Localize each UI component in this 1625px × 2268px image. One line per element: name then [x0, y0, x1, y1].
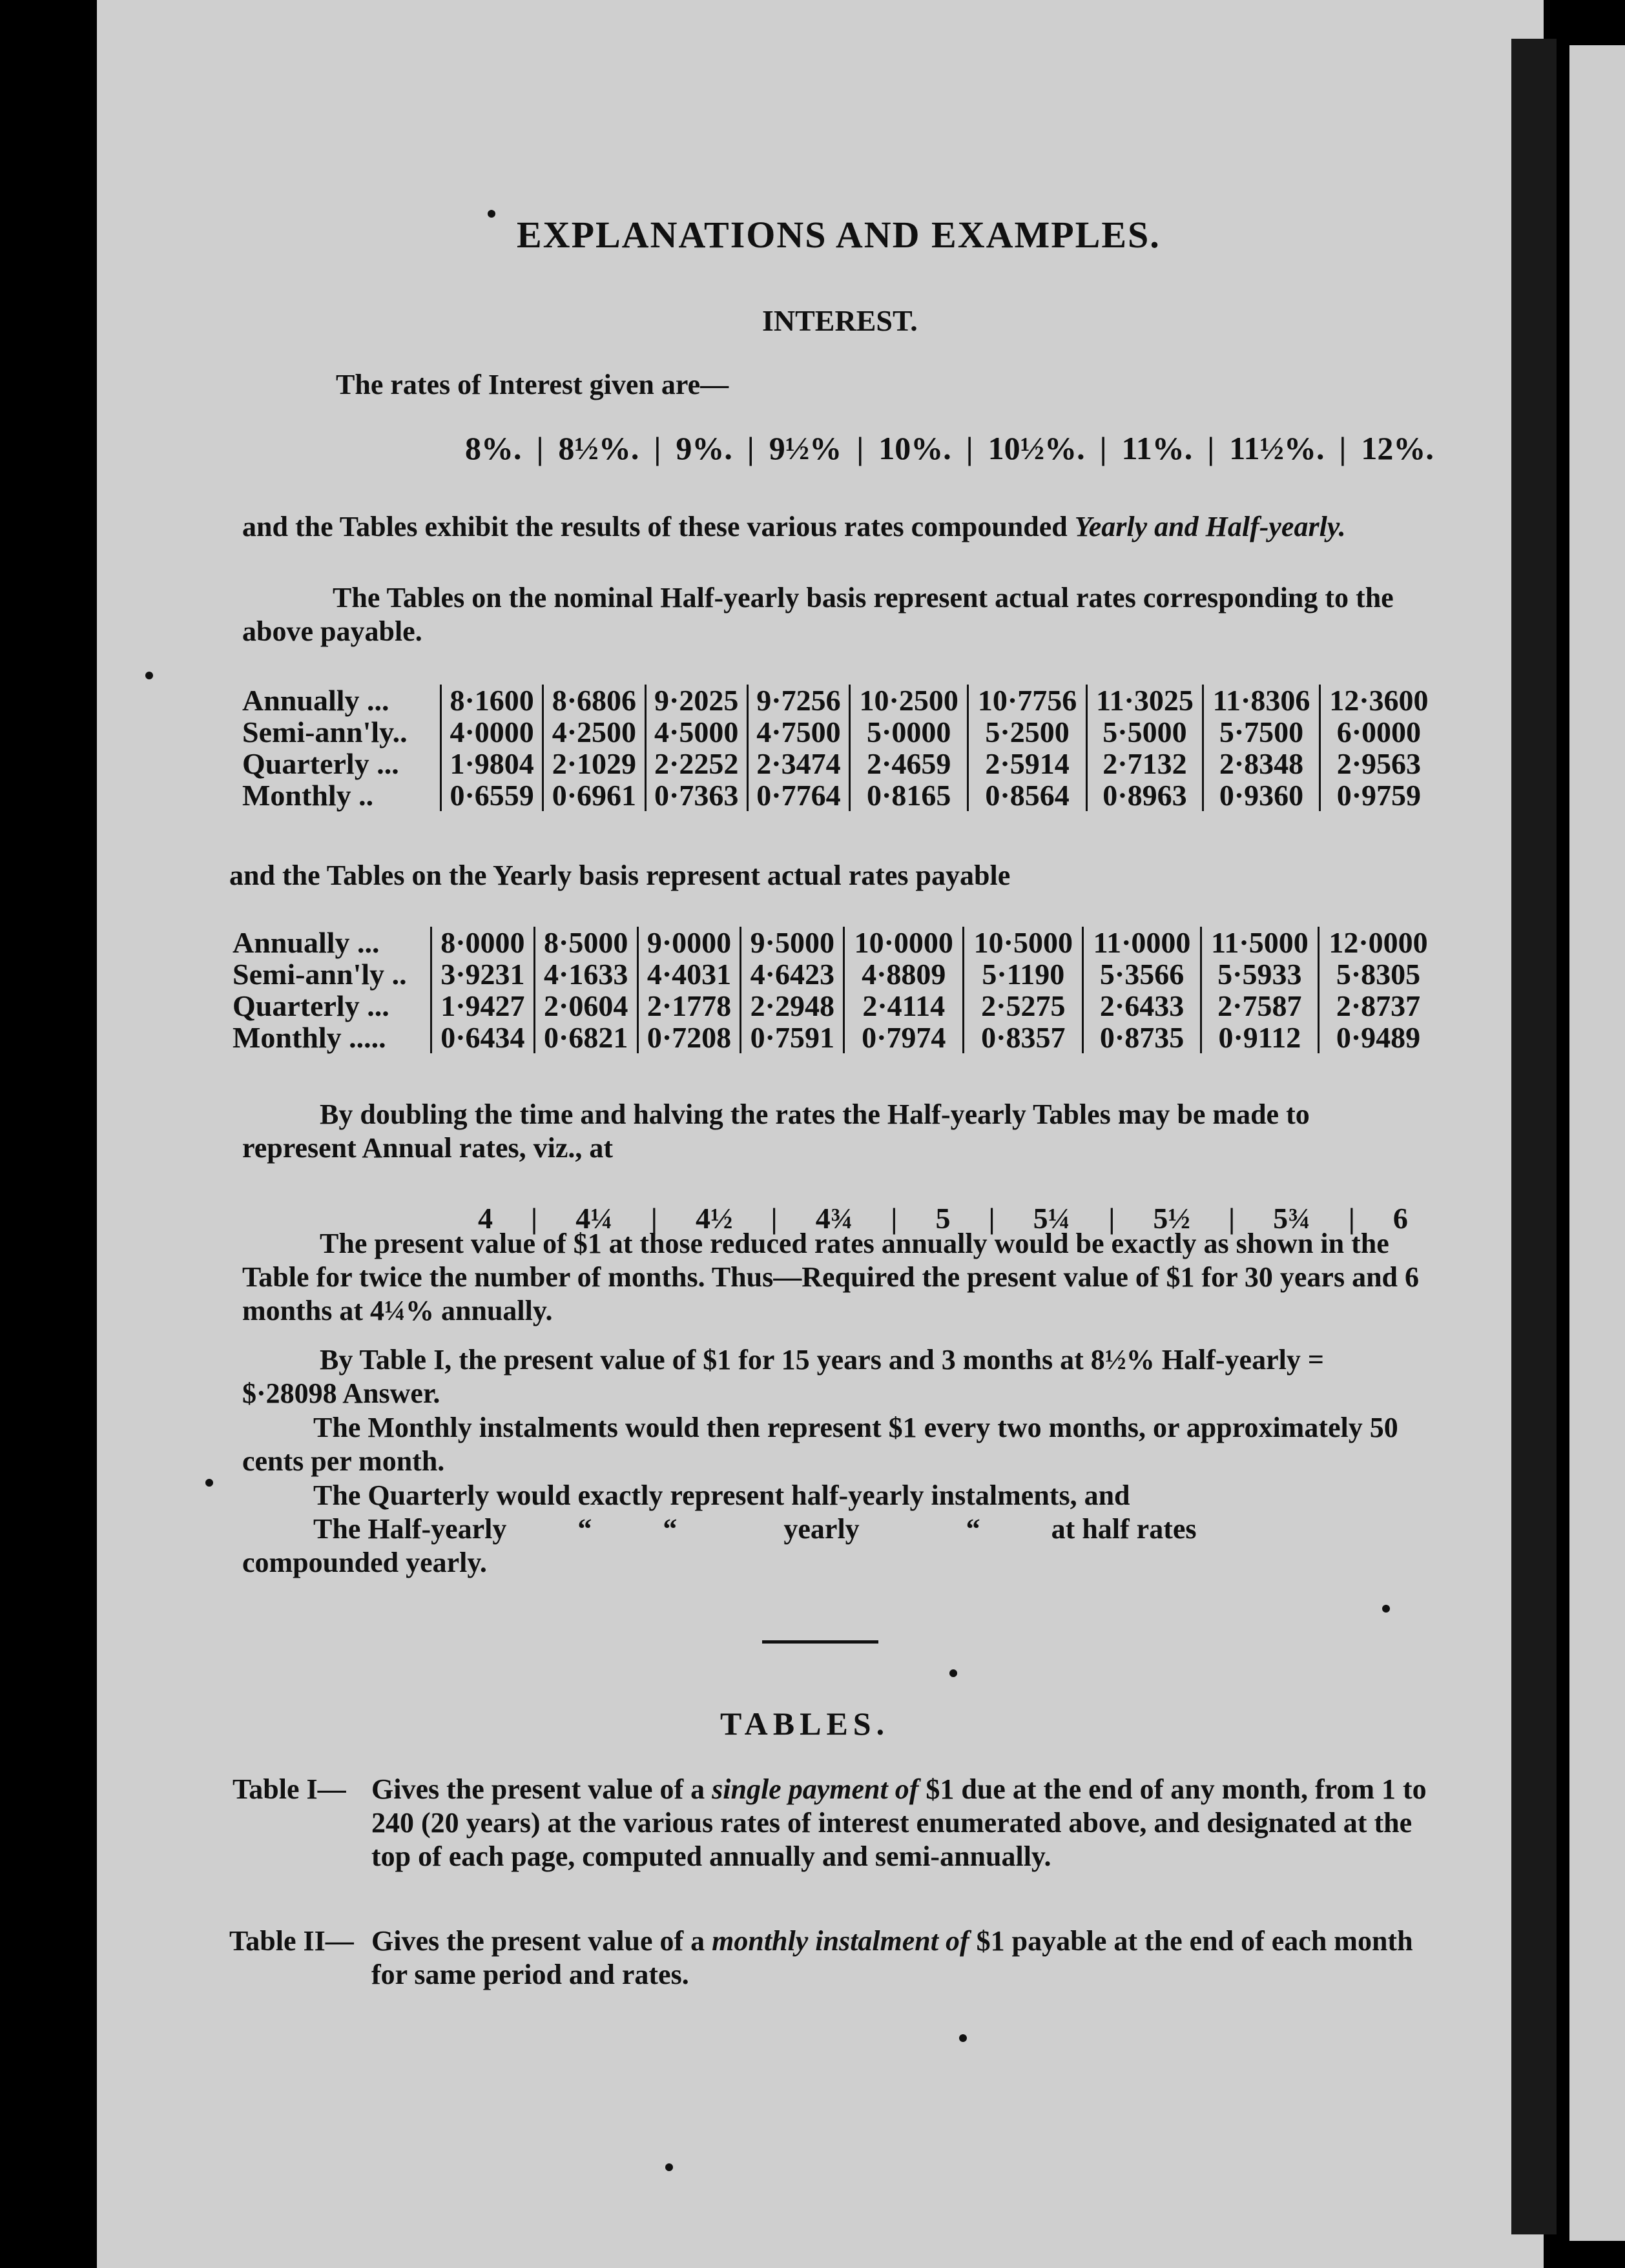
table-cell: 0·6434	[431, 1022, 535, 1053]
table-row	[233, 927, 1437, 958]
paragraph-yearly-basis: and the Tables on the Yearly basis represent actual rates payable	[229, 860, 1011, 891]
table-cell: 0·8963	[1086, 779, 1203, 811]
table-cell: 2·4659	[850, 748, 968, 779]
half-rate-separator: |	[891, 1202, 898, 1235]
half-rate-separator: |	[1228, 1202, 1236, 1235]
table-cell: 0·6961	[543, 779, 645, 811]
print-speck	[145, 672, 153, 679]
rate-item: 9%.	[676, 430, 732, 466]
rate-item: 11%.	[1121, 430, 1193, 466]
table-cell: 4·7500	[747, 716, 849, 748]
half-rate-item: 5¾	[1273, 1202, 1310, 1235]
table-cell: 5·5000	[1086, 716, 1203, 748]
table-cell: 0·6559	[441, 779, 543, 811]
intro-text: The rates of Interest given are—	[336, 369, 729, 400]
row-label: Semi-ann'ly..	[242, 716, 408, 748]
table-ii-text-pre: Gives the present value of a	[371, 1925, 705, 1957]
table-cell: 2·1029	[543, 748, 645, 779]
table-cell: 9·0000	[637, 927, 741, 958]
rate-separator: |	[856, 430, 864, 466]
half-rate-item: 5½	[1153, 1202, 1190, 1235]
table-cell: 4·0000	[441, 716, 543, 748]
table-i-text-post: $1 due at the end of any month, from 1 to 240 (20 years) at the various rates of interest enumerated above, and designated at the top of each page, computed annually and semi-annually.	[371, 1773, 1427, 1872]
half-rate-item: 4¾	[815, 1202, 853, 1235]
table-cell: 2·7587	[1201, 990, 1318, 1022]
paragraph-monthly: The Monthly instalments would then represent $1 every two months, or approximately 50 cents per month.	[242, 1412, 1398, 1477]
section-heading-tables: TABLES.	[720, 1706, 890, 1742]
table-cell: 2·2252	[645, 748, 747, 779]
page-heading: EXPLANATIONS AND EXAMPLES.	[517, 214, 1161, 256]
rate-item: 8½%.	[558, 430, 639, 466]
table-cell: 0·7208	[637, 1022, 741, 1053]
print-speck	[949, 1669, 957, 1677]
table-cell: 10·7756	[968, 685, 1086, 716]
table-cell: 0·7974	[844, 1022, 964, 1053]
table-cell: 10·2500	[850, 685, 968, 716]
table-cell: 2·1778	[637, 990, 741, 1022]
table-cell: 2·5275	[964, 990, 1083, 1022]
table-cell: 5·2500	[968, 716, 1086, 748]
table-cell: 2·4114	[844, 990, 964, 1022]
rate-item: 10%.	[878, 430, 951, 466]
rates-table-halfyearly	[242, 685, 1437, 811]
rate-separator: |	[654, 430, 661, 466]
table-cell: 5·1190	[964, 958, 1083, 990]
half-rate-separator: |	[1348, 1202, 1355, 1235]
book-spine	[1511, 39, 1557, 2234]
table-row	[242, 748, 1437, 779]
rate-separator: |	[1207, 430, 1215, 466]
rate-item: 8%.	[465, 430, 522, 466]
print-speck	[665, 2163, 673, 2171]
table-cell: 10·0000	[844, 927, 964, 958]
table-cell: 0·9360	[1203, 779, 1320, 811]
table-row	[233, 1022, 1437, 1053]
table-ii-label: Table II—	[229, 1925, 354, 1957]
table-cell: 2·5914	[968, 748, 1086, 779]
section-divider	[762, 1640, 878, 1644]
rate-separator: |	[966, 430, 973, 466]
half-rate-separator: |	[531, 1202, 538, 1235]
row-label: Monthly ..	[242, 779, 374, 812]
half-rate-separator: |	[771, 1202, 778, 1235]
adjacent-page-edge	[1569, 45, 1625, 2241]
table-row	[233, 990, 1437, 1022]
table-cell: 11·3025	[1086, 685, 1203, 716]
table-cell: 11·8306	[1203, 685, 1320, 716]
table-ii-text	[371, 1924, 1431, 1992]
table-cell: 4·4031	[637, 958, 741, 990]
table-cell: 12·3600	[1320, 685, 1437, 716]
table-cell: 2·8737	[1319, 990, 1438, 1022]
half-rate-item: 4¼	[575, 1202, 613, 1235]
row-label: Semi-ann'ly ..	[233, 958, 407, 991]
table-cell: 8·5000	[534, 927, 637, 958]
table-cell: 8·1600	[441, 685, 543, 716]
section-heading-interest: INTEREST.	[762, 304, 918, 337]
paragraph-compounded-yearly: compounded yearly.	[242, 1547, 487, 1578]
row-label: Monthly .....	[233, 1021, 386, 1054]
table-cell: 0·7591	[741, 1022, 844, 1053]
table-cell: 9·2025	[645, 685, 747, 716]
table-cell: 0·9759	[1320, 779, 1437, 811]
rate-item: 12%.	[1361, 430, 1434, 466]
rates-table-yearly	[233, 927, 1437, 1053]
half-rate-separator: |	[1108, 1202, 1115, 1235]
table-cell: 5·5933	[1201, 958, 1318, 990]
table-cell: 9·7256	[747, 685, 849, 716]
half-rate-item: 5¼	[1033, 1202, 1071, 1235]
paragraph-halfyearly-basis: The Tables on the nominal Half-yearly basis represent actual rates corresponding to the above payable.	[242, 582, 1394, 647]
paragraph-doubling: By doubling the time and halving the rates the Half-yearly Tables may be made to represent Annual rates, viz., at	[242, 1098, 1310, 1164]
print-speck	[205, 1479, 213, 1487]
half-rate-separator: |	[988, 1202, 995, 1235]
table-cell: 4·1633	[534, 958, 637, 990]
table-cell: 5·0000	[850, 716, 968, 748]
print-speck	[959, 2034, 967, 2042]
half-rate-item: 4	[478, 1202, 493, 1235]
table-cell: 2·0604	[534, 990, 637, 1022]
half-rate-item: 6	[1392, 1202, 1408, 1235]
table-cell: 5·3566	[1083, 958, 1201, 990]
table-cell: 12·0000	[1319, 927, 1438, 958]
table-cell: 1·9804	[441, 748, 543, 779]
row-label: Quarterly ...	[242, 747, 399, 780]
table-cell: 0·9489	[1319, 1022, 1438, 1053]
table-ii-text-post: $1 payable at the end of each month for same period and rates.	[371, 1925, 1413, 1990]
table-row	[242, 779, 1437, 811]
row-label: Annually ...	[242, 684, 389, 717]
rates-list	[465, 429, 1434, 467]
table-cell: 0·8564	[968, 779, 1086, 811]
table-cell: 0·8735	[1083, 1022, 1201, 1053]
table-cell: 11·0000	[1083, 927, 1201, 958]
table-cell: 4·5000	[645, 716, 747, 748]
table-cell: 2·8348	[1203, 748, 1320, 779]
half-rate-item: 5	[935, 1202, 951, 1235]
table-cell: 10·5000	[964, 927, 1083, 958]
table-cell: 0·9112	[1201, 1022, 1318, 1053]
print-speck	[488, 210, 495, 218]
table-cell: 0·8357	[964, 1022, 1083, 1053]
table-cell: 8·6806	[543, 685, 645, 716]
table-cell: 2·7132	[1086, 748, 1203, 779]
paragraph-quarterly: The Quarterly would exactly represent half-yearly instalments, and	[313, 1479, 1130, 1511]
paragraph-compounded	[242, 510, 1424, 544]
table-cell: 4·8809	[844, 958, 964, 990]
table-cell: 2·2948	[741, 990, 844, 1022]
table-cell: 8·0000	[431, 927, 535, 958]
half-rate-item: 4½	[695, 1202, 733, 1235]
paragraph-present-value: The present value of $1 at those reduced rates annually would be exactly as shown in the Table for twice the number of months. Thus—Required the present value of $1 for 30 years and 6 months at 4¼% annually.	[242, 1228, 1420, 1326]
row-label: Annually ...	[233, 926, 380, 959]
table-i-text	[371, 1773, 1431, 1873]
table-i-text-italic: single payment of	[712, 1773, 919, 1805]
table-row	[242, 716, 1437, 748]
table-cell: 0·7764	[747, 779, 849, 811]
paragraph-compounded-italic: Yearly and Half-yearly.	[1074, 511, 1346, 542]
paragraph-table-i-example: By Table I, the present value of $1 for 15 years and 3 months at 8½% Half-yearly = $·28098 Answer.	[242, 1344, 1324, 1409]
table-cell: 3·9231	[431, 958, 535, 990]
table-row	[233, 958, 1437, 990]
half-rate-separator: |	[650, 1202, 657, 1235]
table-cell: 2·9563	[1320, 748, 1437, 779]
table-cell: 2·3474	[747, 748, 849, 779]
rate-separator: |	[536, 430, 544, 466]
table-cell: 4·6423	[741, 958, 844, 990]
table-cell: 0·8165	[850, 779, 968, 811]
rate-separator: |	[1099, 430, 1107, 466]
table-cell: 6·0000	[1320, 716, 1437, 748]
table-i-label: Table I—	[233, 1773, 346, 1805]
rate-separator: |	[1339, 430, 1347, 466]
table-i-text-pre: Gives the present value of a	[371, 1773, 705, 1805]
table-cell: 5·8305	[1319, 958, 1438, 990]
table-cell: 5·7500	[1203, 716, 1320, 748]
table-cell: 11·5000	[1201, 927, 1318, 958]
rate-item: 10½%.	[988, 430, 1085, 466]
paragraph-compounded-text: and the Tables exhibit the results of these various rates compounded	[242, 511, 1068, 542]
table-cell: 2·6433	[1083, 990, 1201, 1022]
rate-item: 9½%	[769, 430, 842, 466]
table-cell: 9·5000	[741, 927, 844, 958]
table-ii-text-italic: monthly instalment of	[712, 1925, 969, 1957]
paragraph-halfyearly-line: The Half-yearly “ “ yearly “ at half rates	[313, 1513, 1197, 1545]
print-speck	[1382, 1605, 1390, 1613]
rate-separator: |	[747, 430, 754, 466]
table-cell: 4·2500	[543, 716, 645, 748]
table-row	[242, 685, 1437, 716]
table-cell: 1·9427	[431, 990, 535, 1022]
rate-item: 11½%.	[1229, 430, 1325, 466]
table-cell: 0·7363	[645, 779, 747, 811]
row-label: Quarterly ...	[233, 989, 389, 1022]
table-cell: 0·6821	[534, 1022, 637, 1053]
